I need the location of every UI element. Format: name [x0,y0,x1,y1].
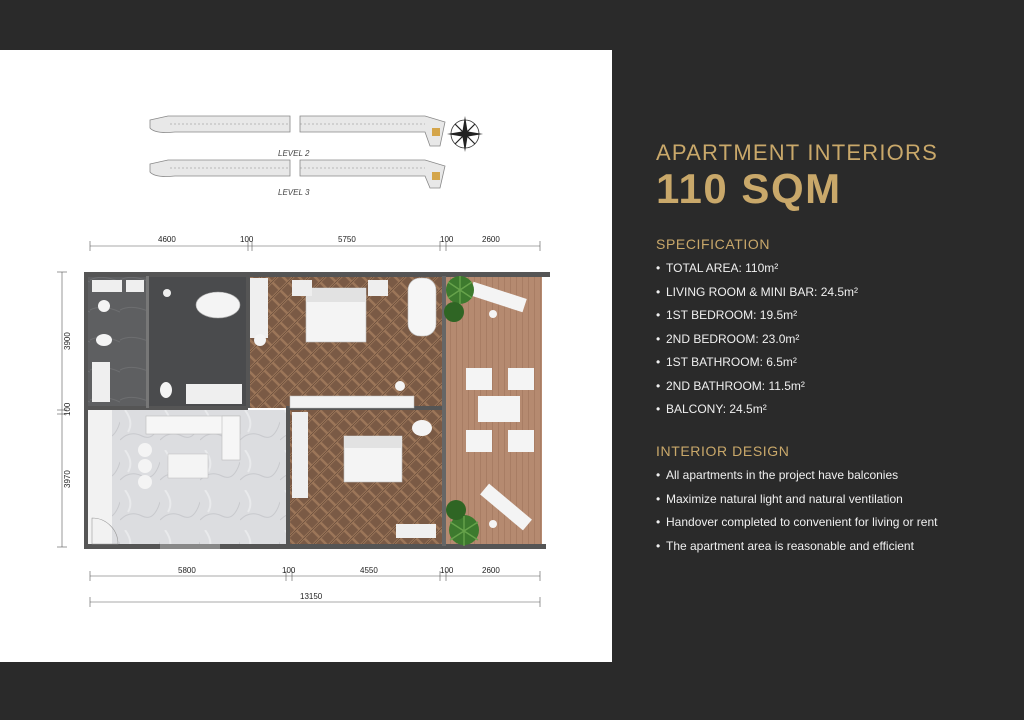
level-2-label: LEVEL 2 [278,149,310,158]
list-item: • TOTAL AREA: 110m² [656,261,779,275]
specification-list [656,257,858,422]
list-item: • BALCONY: 24.5m² [656,402,767,416]
list-item: • Maximize natural light and natural ventilation [656,491,903,506]
dim-top-5: 2600 [482,235,500,244]
dim-left-2: 100 [63,402,72,416]
key-plan [150,116,445,197]
list-item: • All apartments in the project have balconies [656,468,899,482]
list-item: • 1ST BEDROOM: 19.5m² [656,308,798,322]
dim-left-1: 3900 [63,332,72,350]
area-heading: 110 SQM [656,165,842,212]
dim-bottom-5: 2600 [482,566,500,575]
dim-total: 13150 [300,592,323,601]
list-item: • Handover completed to convenient for living or rent [656,515,938,529]
floor-plan-drawing [0,50,612,662]
dim-bottom-4: 100 [440,566,454,575]
dim-bottom-2: 100 [282,566,296,575]
interior-design-list [656,464,937,558]
list-item: • The apartment area is reasonable and efficient [656,538,914,553]
dim-top-1: 4600 [158,235,176,244]
list-item: • 1ST BATHROOM: 6.5m² [656,355,797,369]
compass-icon [447,116,483,152]
dim-top-4: 100 [440,235,454,244]
dim-left-3: 3970 [63,470,72,488]
list-item: • 2ND BEDROOM: 23.0m² [656,331,800,346]
dim-top-3: 5750 [338,235,356,244]
dim-bottom-1: 5800 [178,566,196,575]
info-panel [612,0,1024,720]
dim-top-2: 100 [240,235,254,244]
list-item: • LIVING ROOM & MINI BAR: 24.5m² [656,284,859,299]
specification-heading: SPECIFICATION [656,236,771,252]
level-3-label: LEVEL 3 [278,188,310,197]
dimensions-bottom [90,571,540,607]
dim-bottom-3: 4550 [360,566,378,575]
floor-plan-page [0,50,612,662]
page-title: APARTMENT INTERIORS [656,140,938,165]
interior-design-heading: INTERIOR DESIGN [656,443,790,459]
floor-plan [84,272,550,549]
list-item: • 2ND BATHROOM: 11.5m² [656,378,805,393]
